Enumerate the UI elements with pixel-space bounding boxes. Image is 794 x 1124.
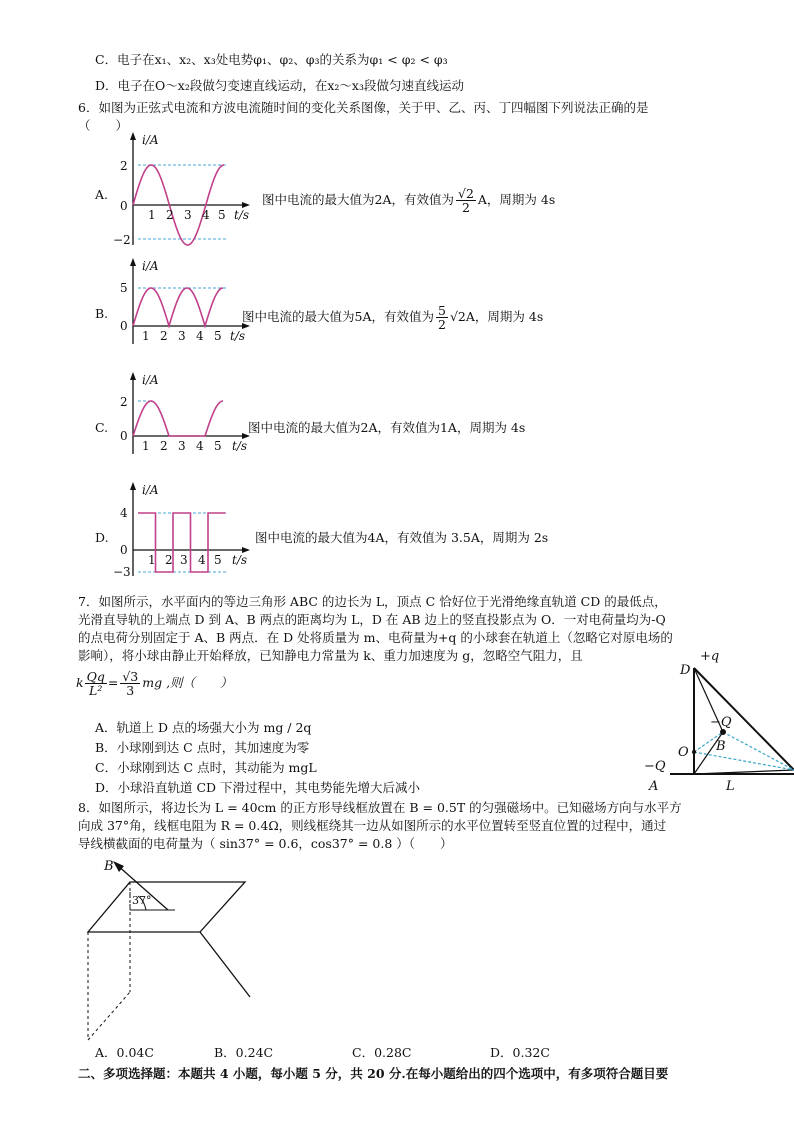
q7-label-d: D [680, 663, 691, 678]
q7-formula: k $\frac{Qq}{\text{L²}}$ = $\frac{√3}{3}$ mg ,则（ ） [76, 669, 233, 698]
b-x-tick-2: 2 [160, 329, 168, 343]
graph-a [113, 130, 258, 252]
q6-option-a-text: 图中电流的最大值为2A，有效值为 $\frac{√2}{2}$ A，周期为 4s [262, 186, 556, 215]
b-x-tick-3: 3 [178, 329, 186, 343]
b-y-tick-0: 0 [120, 319, 128, 333]
q7-line2: 光滑直导轨的上端点 D 到 A、B 两点的距离均为 L，D 在 AB 边上的竖直投影点为 O．一对电荷量均为-Q [78, 612, 666, 627]
q7-label-b: B [716, 739, 726, 754]
q7-label-l: L [726, 779, 735, 794]
d-x-tick-4: 4 [198, 553, 206, 567]
q7-line1: 7．如图所示，水平面内的等边三角形 ABC 的边长为 L，顶点 C 恰好位于光滑绝缘直轨道 CD 的最低点， [78, 594, 667, 609]
q8-line1: 8．如图所示，将边长为 L = 40cm 的正方形导线框放置在 B = 0.5T 的匀强磁场中。已知磁场方向与水平方 [78, 800, 682, 815]
b-x-label: t/s [230, 329, 246, 343]
c-x-tick-4: 4 [196, 439, 204, 453]
a-y-label: i/A [142, 133, 159, 147]
series-line-b [133, 288, 223, 326]
q7-label-minus-q-b: −Q [710, 715, 732, 730]
a-x-tick-5: 5 [218, 208, 226, 222]
q8-label-angle: 37° [132, 894, 152, 907]
q8-option-c: C．0.28C [352, 1045, 412, 1060]
q8-option-d: D．0.32C [490, 1045, 550, 1060]
q6-stem: 6．如图为正弦式电流和方波电流随时间的变化关系图像，关于甲、乙、丙、丁四幅图下列说法正确的是 [78, 100, 649, 115]
q8-label-b: B [104, 859, 114, 874]
c-y-tick-2: 2 [120, 395, 128, 409]
q7-figure [640, 648, 794, 798]
q8-line2: 向成 37°角，线框电阻为 R = 0.4Ω，则线框绕其一边从如图所示的水平位置转至竖直位置的过程中，通过 [78, 818, 667, 833]
b-x-tick-1: 1 [142, 329, 150, 343]
d-y-tick-0: 0 [120, 543, 128, 557]
b-x-tick-4: 4 [196, 329, 204, 343]
q8-figure [80, 852, 290, 1042]
q8-option-a: A．0.04C [95, 1045, 154, 1060]
a-x-tick-4: 4 [202, 208, 210, 222]
q5-option-c: C．电子在x₁、x₂、x₃处电势φ₁、φ₂、φ₃的关系为φ₁ < φ₂ < φ₃ [95, 52, 448, 67]
a-x-label: t/s [234, 208, 250, 222]
b-y-tick-5: 5 [120, 281, 128, 295]
q7-option-c: C．小球刚到达 C 点时，其动能为 mgL [95, 760, 317, 775]
q6-option-c-letter: C. [95, 420, 109, 435]
a-x-tick-2: 2 [166, 208, 174, 222]
b-x-tick-5: 5 [214, 329, 222, 343]
c-y-tick-0: 0 [120, 429, 128, 443]
q6-option-d-text: 图中电流的最大值为4A，有效值为 3.5A，周期为 2s [255, 530, 549, 545]
section-2-heading: 二、多项选择题：本题共 4 小题，每小题 5 分，共 20 分.在每小题给出的四个选项中，有多项符合题目要 [78, 1066, 669, 1081]
q7-option-b: B．小球刚到达 C 点时，其加速度为零 [95, 740, 310, 755]
q7-line4: 影响），将小球由静止开始释放，已知静电力常量为 k、重力加速度为 g，忽略空气阻力，且 [78, 648, 583, 663]
c-x-tick-3: 3 [178, 439, 186, 453]
q8-option-b: B．0.24C [214, 1045, 274, 1060]
q6-paren: （ ） [78, 118, 129, 133]
c-x-tick-5: 5 [214, 439, 222, 453]
q7-label-o: O [678, 745, 689, 760]
a-x-tick-3: 3 [184, 208, 192, 222]
c-y-label: i/A [142, 373, 159, 387]
c-x-tick-2: 2 [160, 439, 168, 453]
graph-c [118, 370, 258, 458]
graph-b [118, 256, 258, 348]
a-y-tick-neg2: −2 [113, 233, 131, 247]
d-x-tick-1: 1 [148, 553, 156, 567]
q5-option-d: D．电子在O～x₂段做匀变速直线运动，在x₂～x₃段做匀速直线运动 [95, 78, 464, 93]
q8-line3: 导线横截面的电荷量为（ sin37° = 0.6，cos37° = 0.8 ）（ ） [78, 836, 453, 851]
q6-option-c-text: 图中电流的最大值为2A，有效值为1A，周期为 4s [248, 420, 526, 435]
b-y-label: i/A [142, 259, 159, 273]
q7-label-plus-q: +q [700, 649, 720, 664]
d-x-tick-5: 5 [214, 553, 222, 567]
series-line-c [133, 401, 223, 436]
q6-option-a-letter: A. [95, 187, 109, 202]
q7-label-minus-q-a: −Q [644, 759, 666, 774]
d-y-label: i/A [142, 483, 159, 497]
q7-line3: 的点电荷分别固定于 A、B 两点．在 D 处将质量为 m、电荷量为+q 的小球套在轨道上（忽略它对原电场的 [78, 630, 673, 645]
q7-label-a: A [649, 779, 659, 794]
d-y-tick-neg3: −3 [113, 565, 131, 579]
c-x-tick-1: 1 [142, 439, 150, 453]
a-y-tick-0: 0 [120, 199, 128, 213]
q7-option-a: A．轨道上 D 点的场强大小为 mg / 2q [95, 720, 312, 735]
d-x-tick-2: 2 [165, 553, 173, 567]
q6-option-d-letter: D. [95, 530, 109, 545]
q7-option-d: D．小球沿直轨道 CD 下滑过程中，其电势能先增大后减小 [95, 780, 421, 795]
c-x-label: t/s [232, 439, 248, 453]
a-y-tick-2: 2 [120, 159, 128, 173]
a-x-tick-1: 1 [148, 208, 156, 222]
d-y-tick-4: 4 [120, 506, 128, 520]
d-x-label: t/s [232, 553, 248, 567]
d-x-tick-3: 3 [180, 553, 188, 567]
graph-d [113, 480, 258, 580]
q6-option-b-letter: B. [95, 306, 109, 321]
q6-option-b-text: 图中电流的最大值为5A，有效值为 $\frac{5}{2}$ √2A，周期为 4s [242, 303, 544, 332]
